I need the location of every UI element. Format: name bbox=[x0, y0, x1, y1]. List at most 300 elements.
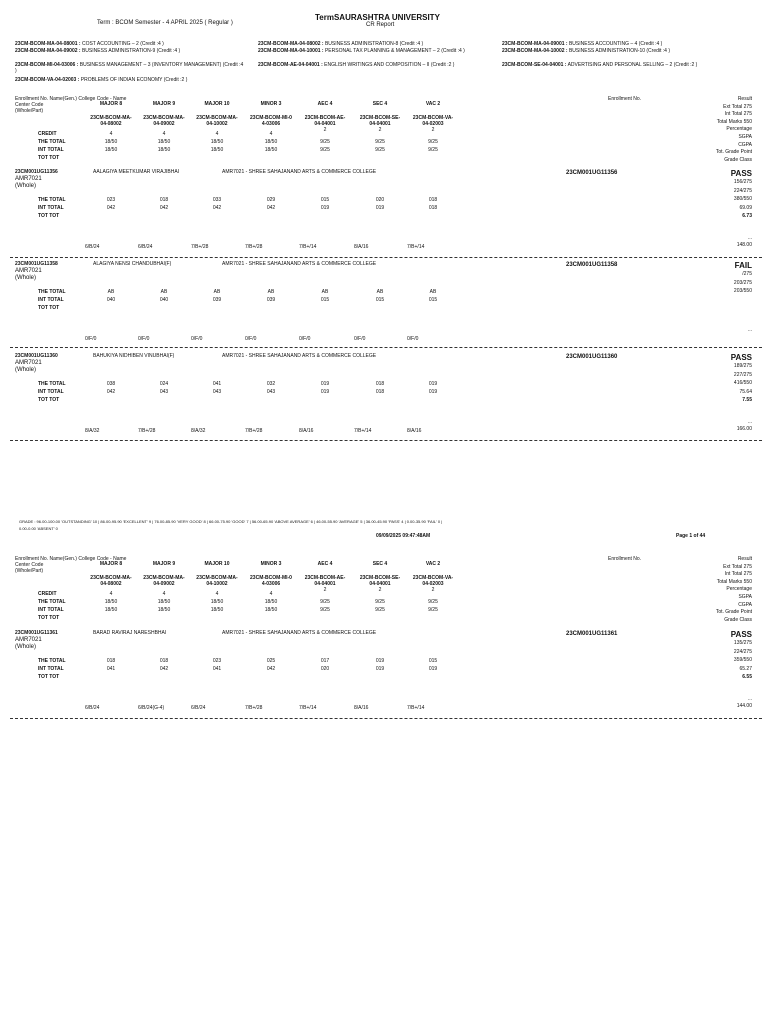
column-head: MINOR 3 bbox=[260, 561, 282, 567]
result-value: 224/275 bbox=[733, 187, 752, 194]
column-code: 04-09002 bbox=[153, 581, 175, 587]
column-head: MAJOR 8 bbox=[99, 561, 123, 567]
grade-note-absent: 0.00-0.00 'ABSENT' 0 bbox=[19, 526, 58, 531]
column-head: VAC 2 bbox=[425, 561, 441, 567]
student-name: AALAGIYA MEETKUMAR VIRAJIBHAI bbox=[93, 169, 180, 175]
the-total-max: 18/50 bbox=[210, 599, 224, 605]
row-label-the-total: THE TOTAL bbox=[38, 381, 66, 387]
column-head: MAJOR 8 bbox=[99, 101, 123, 107]
grade-value: 7/B+/14 bbox=[354, 428, 372, 434]
grade-value: 8/A/32 bbox=[85, 428, 100, 434]
column-code: 23CM-BCOM-AE- bbox=[304, 115, 346, 121]
dots: ... bbox=[747, 419, 752, 425]
student-enrollment-right: 23CM001UG11358 bbox=[566, 262, 618, 268]
column-code: 04-04001 bbox=[314, 121, 336, 127]
int-total-max: 9/25 bbox=[375, 147, 385, 153]
int-total-max: 18/50 bbox=[210, 147, 224, 153]
int-total-value: 042 bbox=[266, 205, 276, 211]
result-value: 380/550 bbox=[733, 196, 752, 203]
column-code: 23CM-BCOM-MA- bbox=[196, 575, 238, 581]
result-status: PASS bbox=[730, 630, 752, 639]
the-total-value: 025 bbox=[266, 658, 276, 664]
result-label: Percentage bbox=[726, 126, 752, 133]
total-grade-point: 144.00 bbox=[736, 703, 752, 709]
row-label-the-total: THE TOTAL bbox=[38, 289, 66, 295]
credit-value: 2 bbox=[323, 587, 327, 593]
grade-value: 7/B+/14 bbox=[299, 244, 317, 250]
int-total-value: 041 bbox=[212, 666, 222, 672]
the-total-value: 032 bbox=[266, 381, 276, 387]
column-code: 23CM-BCOM-MA- bbox=[143, 575, 185, 581]
grade-value: 0/F/0 bbox=[85, 336, 97, 342]
the-total-max: 9/25 bbox=[320, 599, 330, 605]
subject-entry bbox=[502, 48, 732, 54]
the-total-value: 018 bbox=[428, 197, 438, 203]
column-code: 04-02003 bbox=[422, 121, 444, 127]
column-code: 04-04001 bbox=[369, 581, 391, 587]
int-total-max: 9/25 bbox=[320, 147, 330, 153]
column-head: SEC 4 bbox=[372, 101, 388, 107]
int-total-value: 043 bbox=[266, 389, 276, 395]
credit-value: 2 bbox=[323, 127, 327, 133]
column-code: 23CM-BCOM-VA- bbox=[412, 115, 454, 121]
result-value: 69.09 bbox=[739, 204, 752, 211]
result-value: 224/275 bbox=[733, 648, 752, 655]
column-code: 04-08002 bbox=[100, 121, 122, 127]
subject-entry bbox=[15, 41, 245, 47]
grade-value: 6/B/24 bbox=[85, 705, 100, 711]
the-total-value: AB bbox=[429, 289, 437, 295]
int-total-value: 015 bbox=[320, 297, 330, 303]
the-total-value: 023 bbox=[106, 197, 116, 203]
column-head: MAJOR 10 bbox=[204, 561, 230, 567]
column-code: 23CM-BCOM-MA- bbox=[90, 575, 132, 581]
column-code: 04-02003 bbox=[422, 581, 444, 587]
grade-value: 8/A/16 bbox=[354, 705, 369, 711]
column-code: 23CM-BCOM-MA- bbox=[143, 115, 185, 121]
int-total-value: 043 bbox=[159, 389, 169, 395]
result-status: FAIL bbox=[734, 261, 752, 270]
column-code: 04-09002 bbox=[153, 121, 175, 127]
separator bbox=[10, 718, 762, 719]
the-total-value: 015 bbox=[320, 197, 330, 203]
row-label-credit: CREDIT bbox=[38, 591, 57, 597]
the-total-value: AB bbox=[160, 289, 168, 295]
credit-value: 4 bbox=[109, 131, 113, 137]
result-value: 75.64 bbox=[739, 388, 752, 395]
the-total-max: 9/25 bbox=[375, 139, 385, 145]
subject-entry bbox=[258, 41, 488, 47]
result-value: 6.73 bbox=[742, 213, 752, 220]
column-code: 04-10002 bbox=[206, 581, 228, 587]
column-code: 23CM-BCOM-MA- bbox=[90, 115, 132, 121]
page-number: Page 1 of 44 bbox=[676, 533, 706, 539]
int-total-value: 042 bbox=[106, 205, 116, 211]
credit-value: 4 bbox=[269, 131, 273, 137]
grade-value: 7/B+/28 bbox=[138, 428, 156, 434]
subject-code: 23CM-BCOM-MA-04-08001 : bbox=[15, 41, 81, 47]
subject-entry bbox=[15, 77, 245, 83]
result-value: /275 bbox=[742, 271, 752, 277]
int-total-max: 18/50 bbox=[157, 607, 171, 613]
int-total-value: 039 bbox=[266, 297, 276, 303]
int-total-max: 18/50 bbox=[104, 607, 118, 613]
column-head: MAJOR 10 bbox=[204, 101, 230, 107]
grade-value: 0/F/0 bbox=[407, 336, 419, 342]
result-label: Int Total 275 bbox=[724, 571, 752, 578]
column-code: 04-08002 bbox=[100, 581, 122, 587]
the-total-max: 9/25 bbox=[320, 139, 330, 145]
student-enrollment-right: 23CM001UG11360 bbox=[566, 354, 618, 360]
column-code: 4-03006 bbox=[261, 121, 281, 127]
separator bbox=[10, 257, 762, 258]
int-total-value: 040 bbox=[159, 297, 169, 303]
subject-code: 23CM-BCOM-AE-04-04001 : bbox=[258, 62, 323, 68]
grade-value: 7/B+/14 bbox=[407, 244, 425, 250]
subject-entry bbox=[502, 62, 732, 68]
subject-code: 23CM-BCOM-MA-04-09001 : bbox=[502, 41, 568, 47]
the-total-max: 18/50 bbox=[264, 599, 278, 605]
column-code: 23CM-BCOM-SE- bbox=[359, 575, 401, 581]
subject-code: 23CM-BCOM-VA-04-02003 : bbox=[15, 77, 80, 83]
grade-value: 8/A/16 bbox=[407, 428, 422, 434]
column-code: 23CM-BCOM-MI-0 bbox=[250, 115, 292, 121]
subject-code: 23CM-BCOM-MA-04-10002 : bbox=[502, 48, 568, 54]
result-status: PASS bbox=[730, 353, 752, 362]
column-code: 04-10002 bbox=[206, 121, 228, 127]
int-total-value: 040 bbox=[106, 297, 116, 303]
grade-value: 6/B/24 bbox=[191, 705, 206, 711]
row-label-int-total: INT TOTAL bbox=[38, 389, 64, 395]
the-total-value: AB bbox=[267, 289, 275, 295]
column-head: MAJOR 9 bbox=[152, 101, 176, 107]
the-total-value: 018 bbox=[375, 381, 385, 387]
credit-value: 4 bbox=[269, 591, 273, 597]
the-total-value: AB bbox=[376, 289, 384, 295]
row-label-int-total: INT TOTAL bbox=[38, 607, 64, 613]
column-head: SEC 4 bbox=[372, 561, 388, 567]
result-value: 227/275 bbox=[733, 371, 752, 378]
the-total-value: 024 bbox=[159, 381, 169, 387]
university-name: TermSAURASHTRA UNIVERSITY bbox=[315, 13, 440, 22]
the-total-value: 029 bbox=[266, 197, 276, 203]
result-label: Grade Class bbox=[724, 156, 752, 163]
credit-value: 4 bbox=[162, 131, 166, 137]
student-name: ALAGIYA NENSI CHANDUBHAI(F) bbox=[93, 261, 172, 267]
int-total-value: 042 bbox=[159, 205, 169, 211]
result-label: Tot. Grade Point bbox=[715, 609, 752, 616]
subject-entry bbox=[258, 48, 488, 54]
result-label: Result bbox=[737, 96, 752, 102]
row-label-int-total: INT TOTAL bbox=[38, 205, 64, 211]
int-total-max: 18/50 bbox=[264, 607, 278, 613]
college-name: AMR7021 - SHREE SAHAJANAND ARTS & COMMERCE COLLEGE bbox=[222, 353, 377, 359]
separator bbox=[10, 440, 762, 441]
grade-value: 6/B/24 bbox=[85, 244, 100, 250]
int-total-max: 18/50 bbox=[157, 147, 171, 153]
result-label: Total Marks 550 bbox=[716, 118, 752, 125]
center-code: AMR7021 bbox=[15, 176, 42, 182]
student-enrollment-right: 23CM001UG11361 bbox=[566, 631, 618, 637]
subject-code: 23CM-BCOM-SE-04-04001 : bbox=[502, 62, 567, 68]
int-total-value: 015 bbox=[375, 297, 385, 303]
row-label-tot-tot: TOT TOT bbox=[38, 305, 60, 311]
grade-value: 8/A/16 bbox=[299, 428, 314, 434]
int-total-value: 018 bbox=[428, 205, 438, 211]
credit-value: 2 bbox=[431, 587, 435, 593]
result-label: Int Total 275 bbox=[724, 111, 752, 118]
the-total-value: 019 bbox=[428, 381, 438, 387]
result-status: PASS bbox=[730, 169, 752, 178]
subject-title: ENGLISH WRITINGS AND COMPOSITION – II (Credit :2 ) bbox=[322, 62, 455, 68]
enrollment-label: Enrollment No. bbox=[608, 556, 642, 562]
int-total-max: 18/50 bbox=[210, 607, 224, 613]
int-total-value: 042 bbox=[266, 666, 276, 672]
study-mode: (Whole) bbox=[15, 367, 37, 373]
subject-title: BUSINESS ADMINISTRATION-9 (Credit :4 ) bbox=[80, 48, 181, 54]
grade-value: 6/B/24 bbox=[138, 244, 153, 250]
the-total-value: 020 bbox=[375, 197, 385, 203]
subject-title: PERSONAL TAX PLANNING & MANAGEMENT – 2 (Credit :4 ) bbox=[323, 48, 465, 54]
student-enrollment: 23CM001UG11356 bbox=[15, 169, 58, 175]
the-total-max: 18/50 bbox=[157, 139, 171, 145]
credit-value: 2 bbox=[378, 127, 382, 133]
row-label-the-total: THE TOTAL bbox=[38, 599, 66, 605]
grade-value: 8/A/16 bbox=[354, 244, 369, 250]
the-total-value: 019 bbox=[320, 381, 330, 387]
the-total-value: AB bbox=[213, 289, 221, 295]
result-value: 6.55 bbox=[742, 674, 752, 681]
int-total-value: 019 bbox=[428, 389, 438, 395]
row-label-int-total: INT TOTAL bbox=[38, 297, 64, 303]
report-name: CR Report bbox=[366, 22, 395, 28]
college-name: AMR7021 - SHREE SAHAJANAND ARTS & COMMERCE COLLEGE bbox=[222, 630, 377, 636]
result-value: 203/550 bbox=[733, 288, 752, 295]
int-total-value: 019 bbox=[320, 389, 330, 395]
center-code: AMR7021 bbox=[15, 360, 42, 366]
grade-value: 0/F/0 bbox=[138, 336, 150, 342]
subject-title: BUSINESS ADMINISTRATION-10 (Credit :4 ) bbox=[567, 48, 671, 54]
grade-value: 7/B+/28 bbox=[191, 244, 209, 250]
column-code: 04-04001 bbox=[314, 581, 336, 587]
result-value: 7.55 bbox=[742, 397, 752, 404]
credit-value: 4 bbox=[162, 591, 166, 597]
student-enrollment: 23CM001UG11361 bbox=[15, 630, 58, 636]
dots: ... bbox=[747, 696, 752, 702]
grade-value: 8/A/32 bbox=[191, 428, 206, 434]
int-total-value: 019 bbox=[375, 666, 385, 672]
result-label: Tot. Grade Point bbox=[715, 149, 752, 156]
subject-code: 23CM-BCOM-MA-04-09002 : bbox=[15, 48, 81, 54]
legend-left-line: Enrollment No. Name(Gen.) College Code - Name bbox=[15, 556, 127, 562]
subject-entry bbox=[502, 41, 732, 47]
legend-left-line: Center Code bbox=[15, 562, 44, 568]
credit-value: 4 bbox=[109, 591, 113, 597]
the-total-value: 015 bbox=[428, 658, 438, 664]
total-grade-point: 148.00 bbox=[736, 242, 752, 248]
college-name: AMR7021 - SHREE SAHAJANAND ARTS & COMMERCE COLLEGE bbox=[222, 261, 377, 267]
grade-value: 0/F/0 bbox=[191, 336, 203, 342]
int-total-value: 042 bbox=[159, 666, 169, 672]
timestamp: 09/09/2025 09:47:48AM bbox=[376, 533, 431, 539]
student-enrollment-right: 23CM001UG11356 bbox=[566, 170, 618, 176]
credit-value: 4 bbox=[215, 131, 219, 137]
center-code: AMR7021 bbox=[15, 637, 42, 643]
column-head: VAC 2 bbox=[425, 101, 441, 107]
grade-value: 7/B+/14 bbox=[407, 705, 425, 711]
center-code: AMR7021 bbox=[15, 268, 42, 274]
grade-value: 7/B+/14 bbox=[299, 705, 317, 711]
result-label: Ext Total 275 bbox=[723, 103, 752, 110]
the-total-value: 041 bbox=[212, 381, 222, 387]
grade-value: 7/B+/28 bbox=[245, 428, 263, 434]
result-value: 135/275 bbox=[733, 640, 752, 646]
the-total-value: 017 bbox=[320, 658, 330, 664]
the-total-max: 18/50 bbox=[210, 139, 224, 145]
int-total-value: 015 bbox=[428, 297, 438, 303]
the-total-max: 9/25 bbox=[428, 139, 438, 145]
grade-value: 7/B+/28 bbox=[245, 705, 263, 711]
legend-left-line: Enrollment No. Name(Gen.) College Code - Name bbox=[15, 96, 127, 102]
column-code: 23CM-BCOM-MA- bbox=[196, 115, 238, 121]
total-grade-point: 166.00 bbox=[736, 426, 752, 432]
study-mode: (Whole) bbox=[15, 183, 37, 189]
legend-left-line: Center Code bbox=[15, 102, 44, 108]
dots: ... bbox=[747, 327, 752, 333]
subject-code: 23CM-BCOM-MI-04-03006 : bbox=[15, 62, 79, 68]
student-enrollment: 23CM001UG11360 bbox=[15, 353, 58, 359]
study-mode: (Whole) bbox=[15, 275, 37, 281]
the-total-max: 18/50 bbox=[104, 139, 118, 145]
subject-title: BUSINESS MANAGEMENT – 3 (INVENTORY MANAGEMENT) (Credit :4 ) bbox=[15, 62, 244, 74]
result-value: 416/550 bbox=[733, 380, 752, 387]
row-label-tot-tot: TOT TOT bbox=[38, 155, 60, 161]
the-total-max: 18/50 bbox=[264, 139, 278, 145]
credit-value: 4 bbox=[215, 591, 219, 597]
column-code: 23CM-BCOM-VA- bbox=[412, 575, 454, 581]
int-total-max: 9/25 bbox=[428, 147, 438, 153]
subject-entry bbox=[258, 62, 488, 68]
enrollment-label: Enrollment No. bbox=[608, 96, 642, 102]
row-label-tot-tot: TOT TOT bbox=[38, 397, 60, 403]
column-code: 23CM-BCOM-MI-0 bbox=[250, 575, 292, 581]
the-total-value: 018 bbox=[159, 197, 169, 203]
subject-title: ADVERTISING AND PERSONAL SELLING – 2 (Credit :2 ) bbox=[566, 62, 698, 68]
student-name: BARAD RAVIRAJ NARESHBHAI bbox=[93, 630, 167, 636]
subject-entry bbox=[15, 62, 245, 74]
int-total-value: 042 bbox=[212, 205, 222, 211]
student-enrollment: 23CM001UG11358 bbox=[15, 261, 58, 267]
int-total-value: 019 bbox=[320, 205, 330, 211]
int-total-max: 9/25 bbox=[375, 607, 385, 613]
column-head: MAJOR 9 bbox=[152, 561, 176, 567]
grade-value: 7/B+/28 bbox=[245, 244, 263, 250]
int-total-max: 9/25 bbox=[428, 607, 438, 613]
column-code: 4-03006 bbox=[261, 581, 281, 587]
the-total-value: 023 bbox=[212, 658, 222, 664]
subject-entry bbox=[15, 48, 245, 54]
result-value: 65.27 bbox=[739, 665, 752, 672]
result-value: 359/550 bbox=[733, 657, 752, 664]
subject-title: BUSINESS ADMINISTRATION-8 (Credit :4 ) bbox=[323, 41, 424, 47]
credit-value: 2 bbox=[378, 587, 382, 593]
subject-title: COST ACCOUNTING – 2 (Credit :4 ) bbox=[80, 41, 164, 47]
the-total-value: AB bbox=[107, 289, 115, 295]
separator bbox=[10, 347, 762, 348]
int-total-value: 041 bbox=[106, 666, 116, 672]
term-label: Term : BCOM Semester - 4 APRIL 2025 ( Regular ) bbox=[97, 20, 233, 26]
the-total-max: 18/50 bbox=[104, 599, 118, 605]
subject-title: BUSINESS ACCOUNTING – 4 (Credit :4 ) bbox=[567, 41, 663, 47]
row-label-tot-tot: TOT TOT bbox=[38, 615, 60, 621]
int-total-value: 043 bbox=[212, 389, 222, 395]
row-label-tot-tot: TOT TOT bbox=[38, 674, 60, 680]
result-value: 203/275 bbox=[733, 279, 752, 286]
int-total-value: 019 bbox=[428, 666, 438, 672]
column-code: 04-04001 bbox=[369, 121, 391, 127]
student-name: BAHUKIYA NIDHIBEN VINUBHAI(F) bbox=[93, 353, 175, 359]
the-total-max: 9/25 bbox=[375, 599, 385, 605]
int-total-max: 18/50 bbox=[264, 147, 278, 153]
column-head: MINOR 3 bbox=[260, 101, 282, 107]
subject-code: 23CM-BCOM-MA-04-08002 : bbox=[258, 41, 324, 47]
subject-title: PROBLEMS OF INDIAN ECONOMY (Credit :2 ) bbox=[79, 77, 188, 83]
result-label: Percentage bbox=[726, 586, 752, 593]
int-total-max: 18/50 bbox=[104, 147, 118, 153]
result-label: Ext Total 275 bbox=[723, 563, 752, 570]
result-value: 189/275 bbox=[733, 363, 752, 369]
the-total-value: 018 bbox=[159, 658, 169, 664]
subject-code: 23CM-BCOM-MA-04-10001 : bbox=[258, 48, 324, 54]
row-label-int-total: INT TOTAL bbox=[38, 666, 64, 672]
result-label: Total Marks 550 bbox=[716, 578, 752, 585]
result-value: 156/275 bbox=[733, 179, 752, 185]
int-total-max: 9/25 bbox=[320, 607, 330, 613]
dots: ... bbox=[747, 235, 752, 241]
result-label: Grade Class bbox=[724, 616, 752, 623]
result-label: CGPA bbox=[738, 141, 752, 148]
int-total-value: 039 bbox=[212, 297, 222, 303]
grade-note: GRADE : 96.00-100.00 'OUTSTANDING' 10 | 86.00-95.90 'EXCELLENT' 9 | 76.00-85.90 'VERY GOOD' 8 | 66.00-75.90 'GOOD' 7 | 56.00-65.90 'ABOVE AVERAGE' 6 | 46.00-55.90 'AVERAGE' 5 | 36.00-45.90 'PASS' 4 | 0.00-35.90 'FAIL' 0 | bbox=[19, 519, 443, 524]
int-total-value: 018 bbox=[375, 389, 385, 395]
column-head: AEC 4 bbox=[317, 101, 333, 107]
grade-value: 0/F/0 bbox=[354, 336, 366, 342]
result-label: Result bbox=[737, 556, 752, 562]
legend-left-line: (Whole/Part) bbox=[15, 568, 44, 574]
grade-value: 0/F/0 bbox=[245, 336, 257, 342]
the-total-max: 9/25 bbox=[428, 599, 438, 605]
credit-value: 2 bbox=[431, 127, 435, 133]
college-name: AMR7021 - SHREE SAHAJANAND ARTS & COMMERCE COLLEGE bbox=[222, 169, 377, 175]
the-total-value: 038 bbox=[106, 381, 116, 387]
column-head: AEC 4 bbox=[317, 561, 333, 567]
row-label-int-total: INT TOTAL bbox=[38, 147, 64, 153]
result-label: CGPA bbox=[738, 601, 752, 608]
the-total-value: 033 bbox=[212, 197, 222, 203]
study-mode: (Whole) bbox=[15, 644, 37, 650]
legend-left-line: (Whole/Part) bbox=[15, 108, 44, 114]
column-code: 23CM-BCOM-SE- bbox=[359, 115, 401, 121]
result-label: SGPA bbox=[738, 594, 752, 600]
row-label-the-total: THE TOTAL bbox=[38, 658, 66, 664]
column-code: 23CM-BCOM-AE- bbox=[304, 575, 346, 581]
int-total-value: 019 bbox=[375, 205, 385, 211]
result-label: SGPA bbox=[738, 134, 752, 140]
grade-value: 0/F/0 bbox=[299, 336, 311, 342]
the-total-max: 18/50 bbox=[157, 599, 171, 605]
int-total-value: 020 bbox=[320, 666, 330, 672]
row-label-the-total: THE TOTAL bbox=[38, 197, 66, 203]
